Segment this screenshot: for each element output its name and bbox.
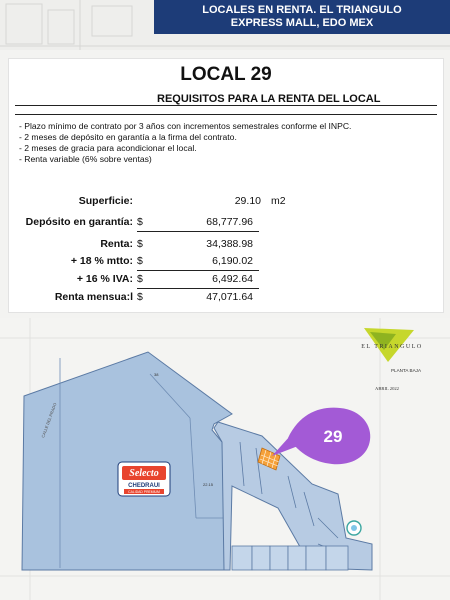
logo-text: EL TRIANGULO — [361, 344, 423, 350]
mtto-underline — [137, 270, 259, 271]
local-title: LOCAL 29 — [180, 64, 272, 85]
floor-label: PLANTA BAJA — [390, 368, 422, 373]
deposito-currency: $ — [137, 216, 143, 228]
row-deposito — [9, 216, 443, 230]
deposito-label: Depósito en garantía: — [25, 216, 133, 228]
banner-line-1: LOCALES EN RENTA. EL TRIANGULO — [202, 4, 402, 16]
requirements-title: REQUISITOS PARA LA RENTA DEL LOCAL — [153, 93, 384, 105]
unit-label-a: 38 — [154, 372, 159, 377]
requirement-item: - 2 meses de depósito en garantía a la firma del contrato. — [19, 132, 237, 142]
brand-name-2: CHEDRAUI — [128, 483, 160, 489]
divider-top — [15, 105, 437, 106]
corner-emblem-icon — [347, 521, 361, 535]
superficie-value: 29.10 — [234, 195, 261, 207]
mensual-label: Renta mensua:l — [54, 291, 133, 303]
date-label: ABRIL 2022 — [375, 386, 399, 391]
requirements-list — [19, 121, 351, 165]
chedraui-logo — [118, 462, 170, 496]
superficie-unit: m2 — [271, 195, 286, 207]
row-iva — [9, 273, 443, 287]
row-mtto — [9, 255, 443, 269]
deposito-value: 68,777.96 — [206, 216, 253, 228]
unit-label-b: 22.15 — [203, 482, 214, 487]
requirement-item: - 2 meses de gracia para acondicionar el local. — [19, 143, 197, 153]
floor-plan-map — [0, 318, 450, 600]
renta-currency: $ — [137, 238, 143, 250]
brand-tag: CALIDAD PREMIUM — [128, 490, 160, 494]
mtto-currency: $ — [137, 255, 143, 267]
requirement-item: - Renta variable (6% sobre ventas) — [19, 154, 152, 164]
requirement-item: - Plazo mínimo de contrato por 3 años con incrementos semestrales conforme el INPC. — [19, 121, 352, 131]
title-banner — [154, 0, 450, 34]
mensual-value: 47,071.64 — [206, 291, 253, 303]
page-header — [0, 0, 450, 50]
iva-value: 6,492.64 — [212, 273, 253, 285]
superficie-label: Superficie: — [78, 195, 133, 207]
divider-bottom — [15, 114, 437, 115]
renta-label: Renta: — [100, 238, 133, 250]
iva-underline — [137, 288, 259, 289]
row-renta — [9, 238, 443, 252]
rental-info-card — [8, 58, 444, 313]
badge-number: 29 — [323, 427, 343, 446]
row-superficie — [9, 195, 443, 209]
renta-value: 34,388.98 — [206, 238, 253, 250]
deposito-underline — [137, 231, 259, 232]
banner-line-2: EXPRESS MALL, EDO MEX — [230, 17, 374, 29]
mensual-currency: $ — [137, 291, 143, 303]
iva-label: + 16 % IVA: — [76, 273, 133, 285]
mtto-value: 6,190.02 — [212, 255, 253, 267]
corridor-label: CALLE DEL PRADO — [40, 402, 58, 439]
brand-name: Selecto — [129, 468, 159, 479]
iva-currency: $ — [137, 273, 143, 285]
mtto-label: + 18 % mtto: — [70, 255, 133, 267]
bottom-shops — [232, 546, 348, 570]
row-renta-mensual — [9, 291, 443, 305]
